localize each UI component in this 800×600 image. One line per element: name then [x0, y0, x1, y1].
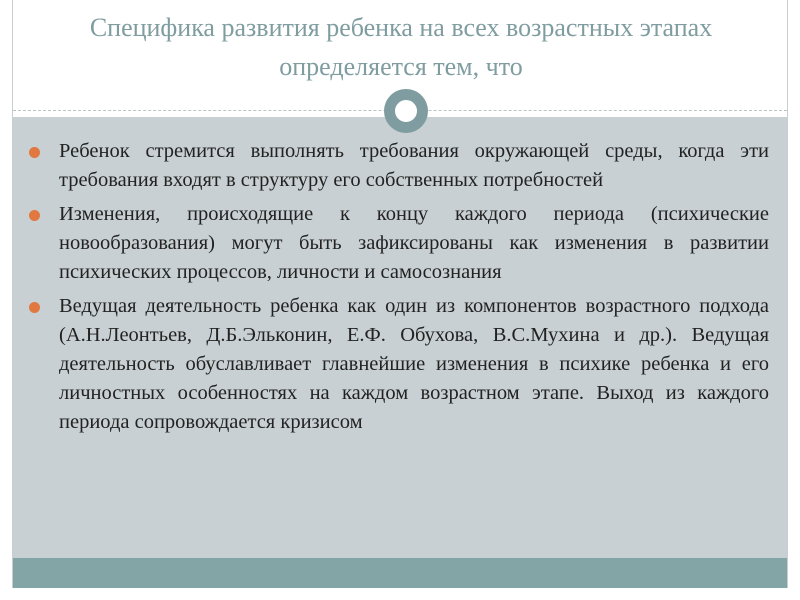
- circle-ring-icon: [393, 98, 419, 124]
- slide-title: Специфика развития ребенка на всех возрастных этапах определяется тем, что: [89, 13, 713, 81]
- bullet-list: [29, 137, 769, 442]
- slide: [12, 0, 788, 588]
- bullet-item: [29, 137, 769, 195]
- bullet-text: Ведущая деятельность ребенка как один из компонентов возрастного подхода (А.Н.Леонтьев, Д.Б.Эльконин, Е.Ф. Обухова, В.С.Мухина и др.). Ведущая деятельность обуславливает главнейшие изменения в психике ребенка и его личностных особенностях на каждом возрастном этапе. Выход из каждого периода сопровождается кризисом: [59, 295, 769, 433]
- bullet-item: [29, 292, 769, 437]
- content-panel: [13, 117, 787, 558]
- decorative-circle-icon: [384, 89, 428, 133]
- bullet-dot-icon: [29, 210, 40, 221]
- bullet-dot-icon: [29, 147, 40, 158]
- bullet-text: Ребенок стремится выполнять требования окружающей среды, когда эти требования входят в структуру его собственных потребностей: [59, 140, 769, 191]
- bullet-dot-icon: [29, 302, 40, 313]
- bullet-text: Изменения, происходящие к концу каждого периода (психические новообразования) могут быть зафиксированы как изменения в развитии психических процессов, личности и самосознания: [59, 203, 769, 283]
- bullet-item: [29, 200, 769, 287]
- footer-bar: [13, 558, 787, 588]
